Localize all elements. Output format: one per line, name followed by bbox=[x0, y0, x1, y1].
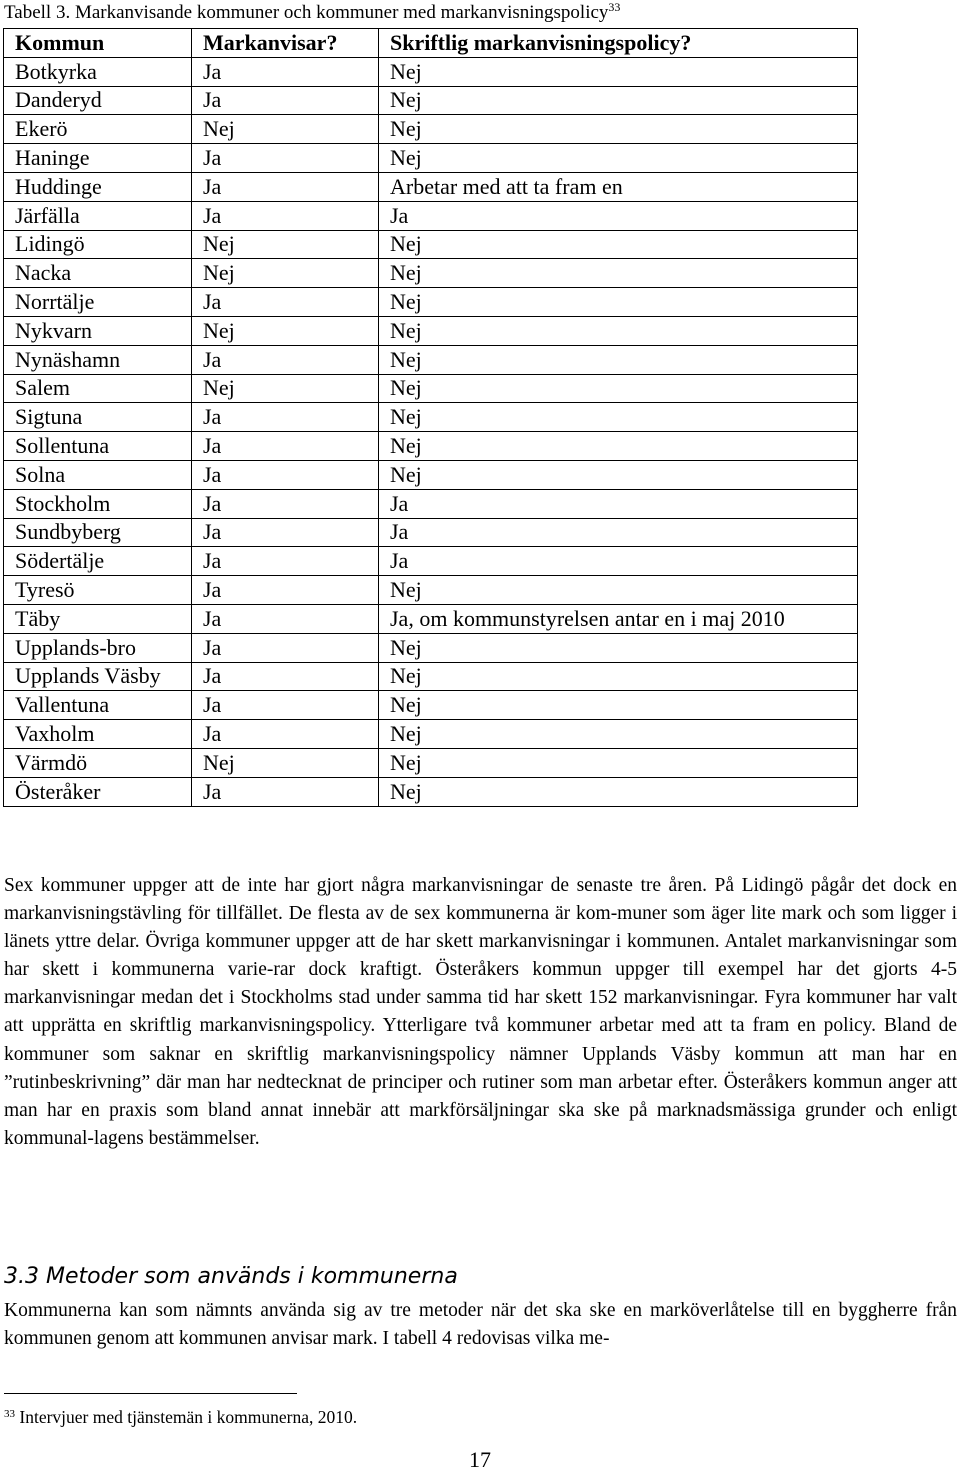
markanvisar-cell: Ja bbox=[192, 86, 379, 115]
kommun-cell: Österåker bbox=[4, 777, 192, 806]
policy-cell: Nej bbox=[379, 144, 858, 173]
table-row bbox=[4, 57, 858, 86]
kommun-cell: Solna bbox=[4, 460, 192, 489]
table-row bbox=[4, 115, 858, 144]
table-row bbox=[4, 576, 858, 605]
kommun-cell: Södertälje bbox=[4, 547, 192, 576]
policy-cell: Nej bbox=[379, 777, 858, 806]
policy-cell: Arbetar med att ta fram en bbox=[379, 172, 858, 201]
table-row bbox=[4, 691, 858, 720]
table-row bbox=[4, 633, 858, 662]
markanvisar-cell: Nej bbox=[192, 316, 379, 345]
section-heading: 3.3 Metoder som används i kommunerna bbox=[4, 1264, 458, 1289]
policy-cell: Nej bbox=[379, 374, 858, 403]
markanvisar-cell: Ja bbox=[192, 604, 379, 633]
policy-cell: Nej bbox=[379, 432, 858, 461]
policy-cell: Nej bbox=[379, 288, 858, 317]
policy-cell: Ja bbox=[379, 489, 858, 518]
policy-cell: Nej bbox=[379, 576, 858, 605]
caption-text: Tabell 3. Markanvisande kommuner och kommuner med markanvisningspolicy bbox=[4, 2, 609, 23]
page-number: 17 bbox=[469, 1447, 491, 1472]
policy-cell: Nej bbox=[379, 403, 858, 432]
markanvisar-cell: Nej bbox=[192, 374, 379, 403]
kommun-cell: Huddinge bbox=[4, 172, 192, 201]
table-row bbox=[4, 172, 858, 201]
table-body bbox=[4, 57, 858, 806]
markanvisar-cell: Ja bbox=[192, 777, 379, 806]
kommun-cell: Värmdö bbox=[4, 748, 192, 777]
markanvisar-cell: Ja bbox=[192, 662, 379, 691]
table-row bbox=[4, 489, 858, 518]
markanvisar-cell: Ja bbox=[192, 201, 379, 230]
markanvisar-cell: Ja bbox=[192, 720, 379, 749]
kommun-cell: Vaxholm bbox=[4, 720, 192, 749]
table-row bbox=[4, 403, 858, 432]
footnote bbox=[4, 1405, 357, 1429]
policy-cell: Nej bbox=[379, 748, 858, 777]
section-paragraph: Kommunerna kan som nämnts använda sig av tre metoder när det ska ske en marköverlåtelse till en byggherre från kommunen genom att kommunen anvisar mark. I tabell 4 redovisas vilka me- bbox=[4, 1300, 957, 1350]
markanvisar-cell: Nej bbox=[192, 259, 379, 288]
policy-cell: Ja bbox=[379, 201, 858, 230]
policy-cell: Nej bbox=[379, 259, 858, 288]
policy-cell: Nej bbox=[379, 460, 858, 489]
footnote-number: 33 bbox=[4, 1408, 15, 1420]
kommun-cell: Botkyrka bbox=[4, 57, 192, 86]
kommun-cell: Tyresö bbox=[4, 576, 192, 605]
table-row bbox=[4, 230, 858, 259]
policy-cell: Nej bbox=[379, 691, 858, 720]
kommun-cell: Ekerö bbox=[4, 115, 192, 144]
markanvisar-cell: Ja bbox=[192, 633, 379, 662]
policy-cell: Nej bbox=[379, 720, 858, 749]
policy-cell: Ja, om kommunstyrelsen antar en i maj 2010 bbox=[379, 604, 858, 633]
kommun-cell: Danderyd bbox=[4, 86, 192, 115]
kommun-cell: Vallentuna bbox=[4, 691, 192, 720]
footnote-separator bbox=[4, 1393, 297, 1394]
table-row bbox=[4, 288, 858, 317]
kommun-cell: Lidingö bbox=[4, 230, 192, 259]
footnote-text: Intervjuer med tjänstemän i kommunerna, 2010. bbox=[19, 1407, 358, 1427]
table-row bbox=[4, 777, 858, 806]
kommun-cell: Upplands-bro bbox=[4, 633, 192, 662]
table-row bbox=[4, 345, 858, 374]
kommun-cell: Nynäshamn bbox=[4, 345, 192, 374]
policy-cell: Ja bbox=[379, 518, 858, 547]
table-row bbox=[4, 86, 858, 115]
markanvisar-cell: Ja bbox=[192, 547, 379, 576]
markanvisar-cell: Ja bbox=[192, 57, 379, 86]
kommun-cell: Sollentuna bbox=[4, 432, 192, 461]
table-row bbox=[4, 144, 858, 173]
table-row bbox=[4, 432, 858, 461]
table-row bbox=[4, 720, 858, 749]
table-caption bbox=[4, 1, 620, 25]
header-markanvisar: Markanvisar? bbox=[192, 29, 379, 58]
markanvisar-cell: Ja bbox=[192, 576, 379, 605]
markanvisar-cell: Ja bbox=[192, 288, 379, 317]
table-row bbox=[4, 201, 858, 230]
policy-cell: Nej bbox=[379, 57, 858, 86]
header-kommun: Kommun bbox=[4, 29, 192, 58]
markanvisar-cell: Nej bbox=[192, 230, 379, 259]
policy-cell: Nej bbox=[379, 230, 858, 259]
policy-cell: Nej bbox=[379, 316, 858, 345]
table-row bbox=[4, 316, 858, 345]
markanvisar-cell: Ja bbox=[192, 489, 379, 518]
policy-cell: Nej bbox=[379, 86, 858, 115]
policy-cell: Nej bbox=[379, 633, 858, 662]
markanvisar-cell: Ja bbox=[192, 144, 379, 173]
table-row bbox=[4, 460, 858, 489]
kommun-cell: Täby bbox=[4, 604, 192, 633]
policy-cell: Nej bbox=[379, 662, 858, 691]
kommun-cell: Stockholm bbox=[4, 489, 192, 518]
kommun-cell: Sigtuna bbox=[4, 403, 192, 432]
header-policy: Skriftlig markanvisningspolicy? bbox=[379, 29, 858, 58]
kommun-cell: Salem bbox=[4, 374, 192, 403]
kommun-cell: Nykvarn bbox=[4, 316, 192, 345]
table-header-row bbox=[4, 29, 858, 58]
kommun-cell: Norrtälje bbox=[4, 288, 192, 317]
markanvisar-cell: Ja bbox=[192, 691, 379, 720]
table-row bbox=[4, 259, 858, 288]
table-row bbox=[4, 662, 858, 691]
policy-cell: Ja bbox=[379, 547, 858, 576]
markanvisar-cell: Ja bbox=[192, 345, 379, 374]
markanvisar-cell: Ja bbox=[192, 403, 379, 432]
markanvisar-cell: Ja bbox=[192, 432, 379, 461]
table-row bbox=[4, 547, 858, 576]
policy-cell: Nej bbox=[379, 345, 858, 374]
markanvisar-cell: Ja bbox=[192, 460, 379, 489]
table-row bbox=[4, 374, 858, 403]
municipality-table bbox=[3, 28, 858, 807]
body-paragraph: Sex kommuner uppger att de inte har gjort några markanvisningar de senaste tre åren. På Lidingö pågår det dock en markanvisningstävling för tillfället. De flesta av de sex kommunerna är kom-muner som äger lite mark och som ligger i länets yttre delar. Övriga kommuner uppger att de har skett markanvisningar i kommunen. Antalet markanvisningar som har skett i kommunerna varie-rar dock kraftigt. Österåkers kommun uppger till exempel har det gjorts 4-5 markanvisningar medan det i Stockholms stad under samma tid har skett 152 markanvisningar. Fyra kommuner har valt att upprätta en skriftlig markanvisningspolicy. Ytterligare två kommuner arbetar med att ta fram en policy. Bland de kommuner som saknar en skriftlig markanvisningspolicy nämner Upplands Väsby kommun att man har en ”rutinbeskrivning” där man har nedtecknat de principer och rutiner som man arbetar efter. Österåkers kommun anger att man har en praxis som bland annat innebär att markförsäljningar ska ske på marknadsmässiga grunder och enligt kommunal-lagens bestämmelser. bbox=[4, 875, 957, 1149]
kommun-cell: Upplands Väsby bbox=[4, 662, 192, 691]
policy-cell: Nej bbox=[379, 115, 858, 144]
kommun-cell: Nacka bbox=[4, 259, 192, 288]
kommun-cell: Haninge bbox=[4, 144, 192, 173]
markanvisar-cell: Nej bbox=[192, 748, 379, 777]
caption-footnote-ref: 33 bbox=[608, 0, 621, 14]
table-row bbox=[4, 748, 858, 777]
markanvisar-cell: Ja bbox=[192, 518, 379, 547]
table-row bbox=[4, 518, 858, 547]
markanvisar-cell: Nej bbox=[192, 115, 379, 144]
markanvisar-cell: Ja bbox=[192, 172, 379, 201]
kommun-cell: Järfälla bbox=[4, 201, 192, 230]
table-row bbox=[4, 604, 858, 633]
kommun-cell: Sundbyberg bbox=[4, 518, 192, 547]
